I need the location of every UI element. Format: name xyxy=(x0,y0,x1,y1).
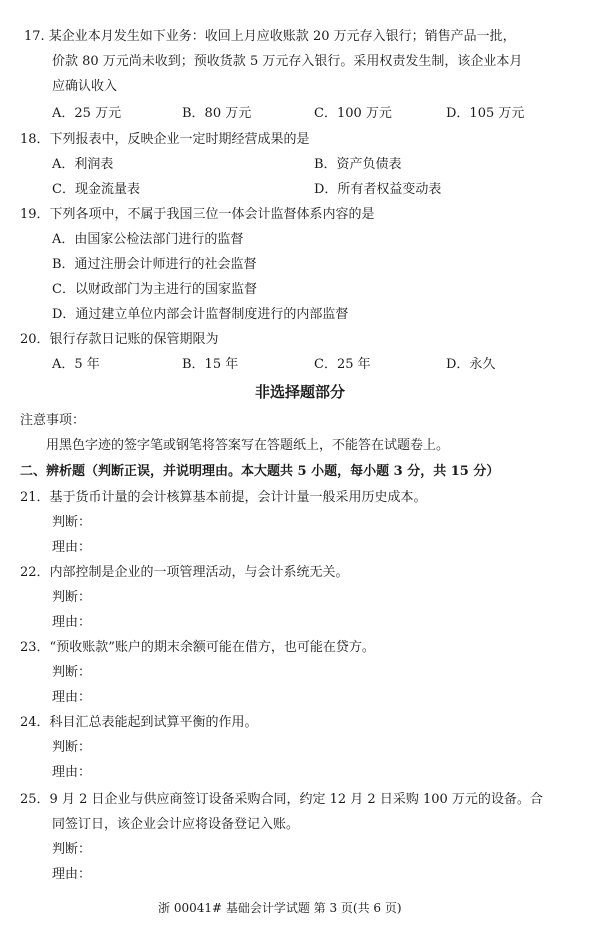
q25-stem-line1: 25．9 月 2 日企业与供应商签订设备采购合同，约定 12 月 2 日采购 100 万元的设备。合 xyxy=(20,792,543,807)
q22-stem: 22．内部控制是企业的一项管理活动，与会计系统无关。 xyxy=(20,565,349,580)
q19-stem: 19．下列各项中，不属于我国三位一体会计监督体系内容的是 xyxy=(20,207,375,222)
q20-option-d: D．永久 xyxy=(446,357,496,372)
q24-judge-label: 判断： xyxy=(52,740,92,755)
page-footer: 浙 00041# 基础会计学试题 第 3 页(共 6 页) xyxy=(158,901,402,915)
q19-option-a: A．由国家公检法部门进行的监督 xyxy=(52,232,244,247)
q19-option-d: D．通过建立单位内部会计监督制度进行的内部监督 xyxy=(52,307,349,322)
q22-reason-label: 理由： xyxy=(52,615,92,630)
q21-stem: 21．基于货币计量的会计核算基本前提，会计计量一般采用历史成本。 xyxy=(20,490,427,505)
q18-option-a: A．利润表 xyxy=(52,157,114,172)
q25-reason-label: 理由： xyxy=(52,867,92,882)
notice-text: 用黑色字迹的签字笔或钢笔将答案写在答题纸上，不能答在试题卷上。 xyxy=(46,438,450,453)
q17-option-d: D．105 万元 xyxy=(446,106,525,121)
part-heading: 二、辨析题（判断正误，并说明理由。本大题共 5 小题，每小题 3 分，共 15 分） xyxy=(20,464,500,479)
q18-option-b: B．资产负债表 xyxy=(314,157,402,172)
q21-judge-label: 判断： xyxy=(52,515,92,530)
q20-option-b: B．15 年 xyxy=(182,357,239,372)
q22-judge-label: 判断： xyxy=(52,590,92,605)
q21-reason-label: 理由： xyxy=(52,540,92,555)
q24-reason-label: 理由： xyxy=(52,765,92,780)
q20-option-a: A．5 年 xyxy=(52,357,100,372)
q25-judge-label: 判断： xyxy=(52,842,92,857)
q19-option-c: C．以财政部门为主进行的国家监督 xyxy=(52,282,257,297)
q20-stem: 20．银行存款日记账的保管期限为 xyxy=(20,332,219,347)
q24-stem: 24．科目汇总表能起到试算平衡的作用。 xyxy=(20,715,258,730)
q20-option-c: C．25 年 xyxy=(314,357,371,372)
q17-option-c: C．100 万元 xyxy=(314,106,392,121)
notice-heading: 注意事项： xyxy=(20,413,86,428)
q17-stem-line3: 应确认收入 xyxy=(52,79,118,94)
q23-judge-label: 判断： xyxy=(52,665,92,680)
q17-stem-line2: 价款 80 万元尚未收到；预收货款 5 万元存入银行。采用权责发生制，该企业本月 xyxy=(52,54,523,69)
q18-option-c: C．现金流量表 xyxy=(52,182,140,197)
q17-stem-line1: 17. 某企业本月发生如下业务：收回上月应收账款 20 万元存入银行；销售产品一批， xyxy=(24,29,516,44)
q19-option-b: B．通过注册会计师进行的社会监督 xyxy=(52,257,257,272)
q23-reason-label: 理由： xyxy=(52,690,92,705)
section-title: 非选择题部分 xyxy=(255,383,346,401)
q18-stem: 18．下列报表中，反映企业一定时期经营成果的是 xyxy=(20,132,310,147)
q23-stem: 23．“预收账款”账户的期末余额可能在借方，也可能在贷方。 xyxy=(20,640,375,655)
q17-option-a: A．25 万元 xyxy=(52,106,122,121)
q17-option-b: B．80 万元 xyxy=(182,106,252,121)
q25-stem-line2: 同签订日，该企业会计应将设备登记入账。 xyxy=(52,817,300,832)
q18-option-d: D．所有者权益变动表 xyxy=(314,182,442,197)
